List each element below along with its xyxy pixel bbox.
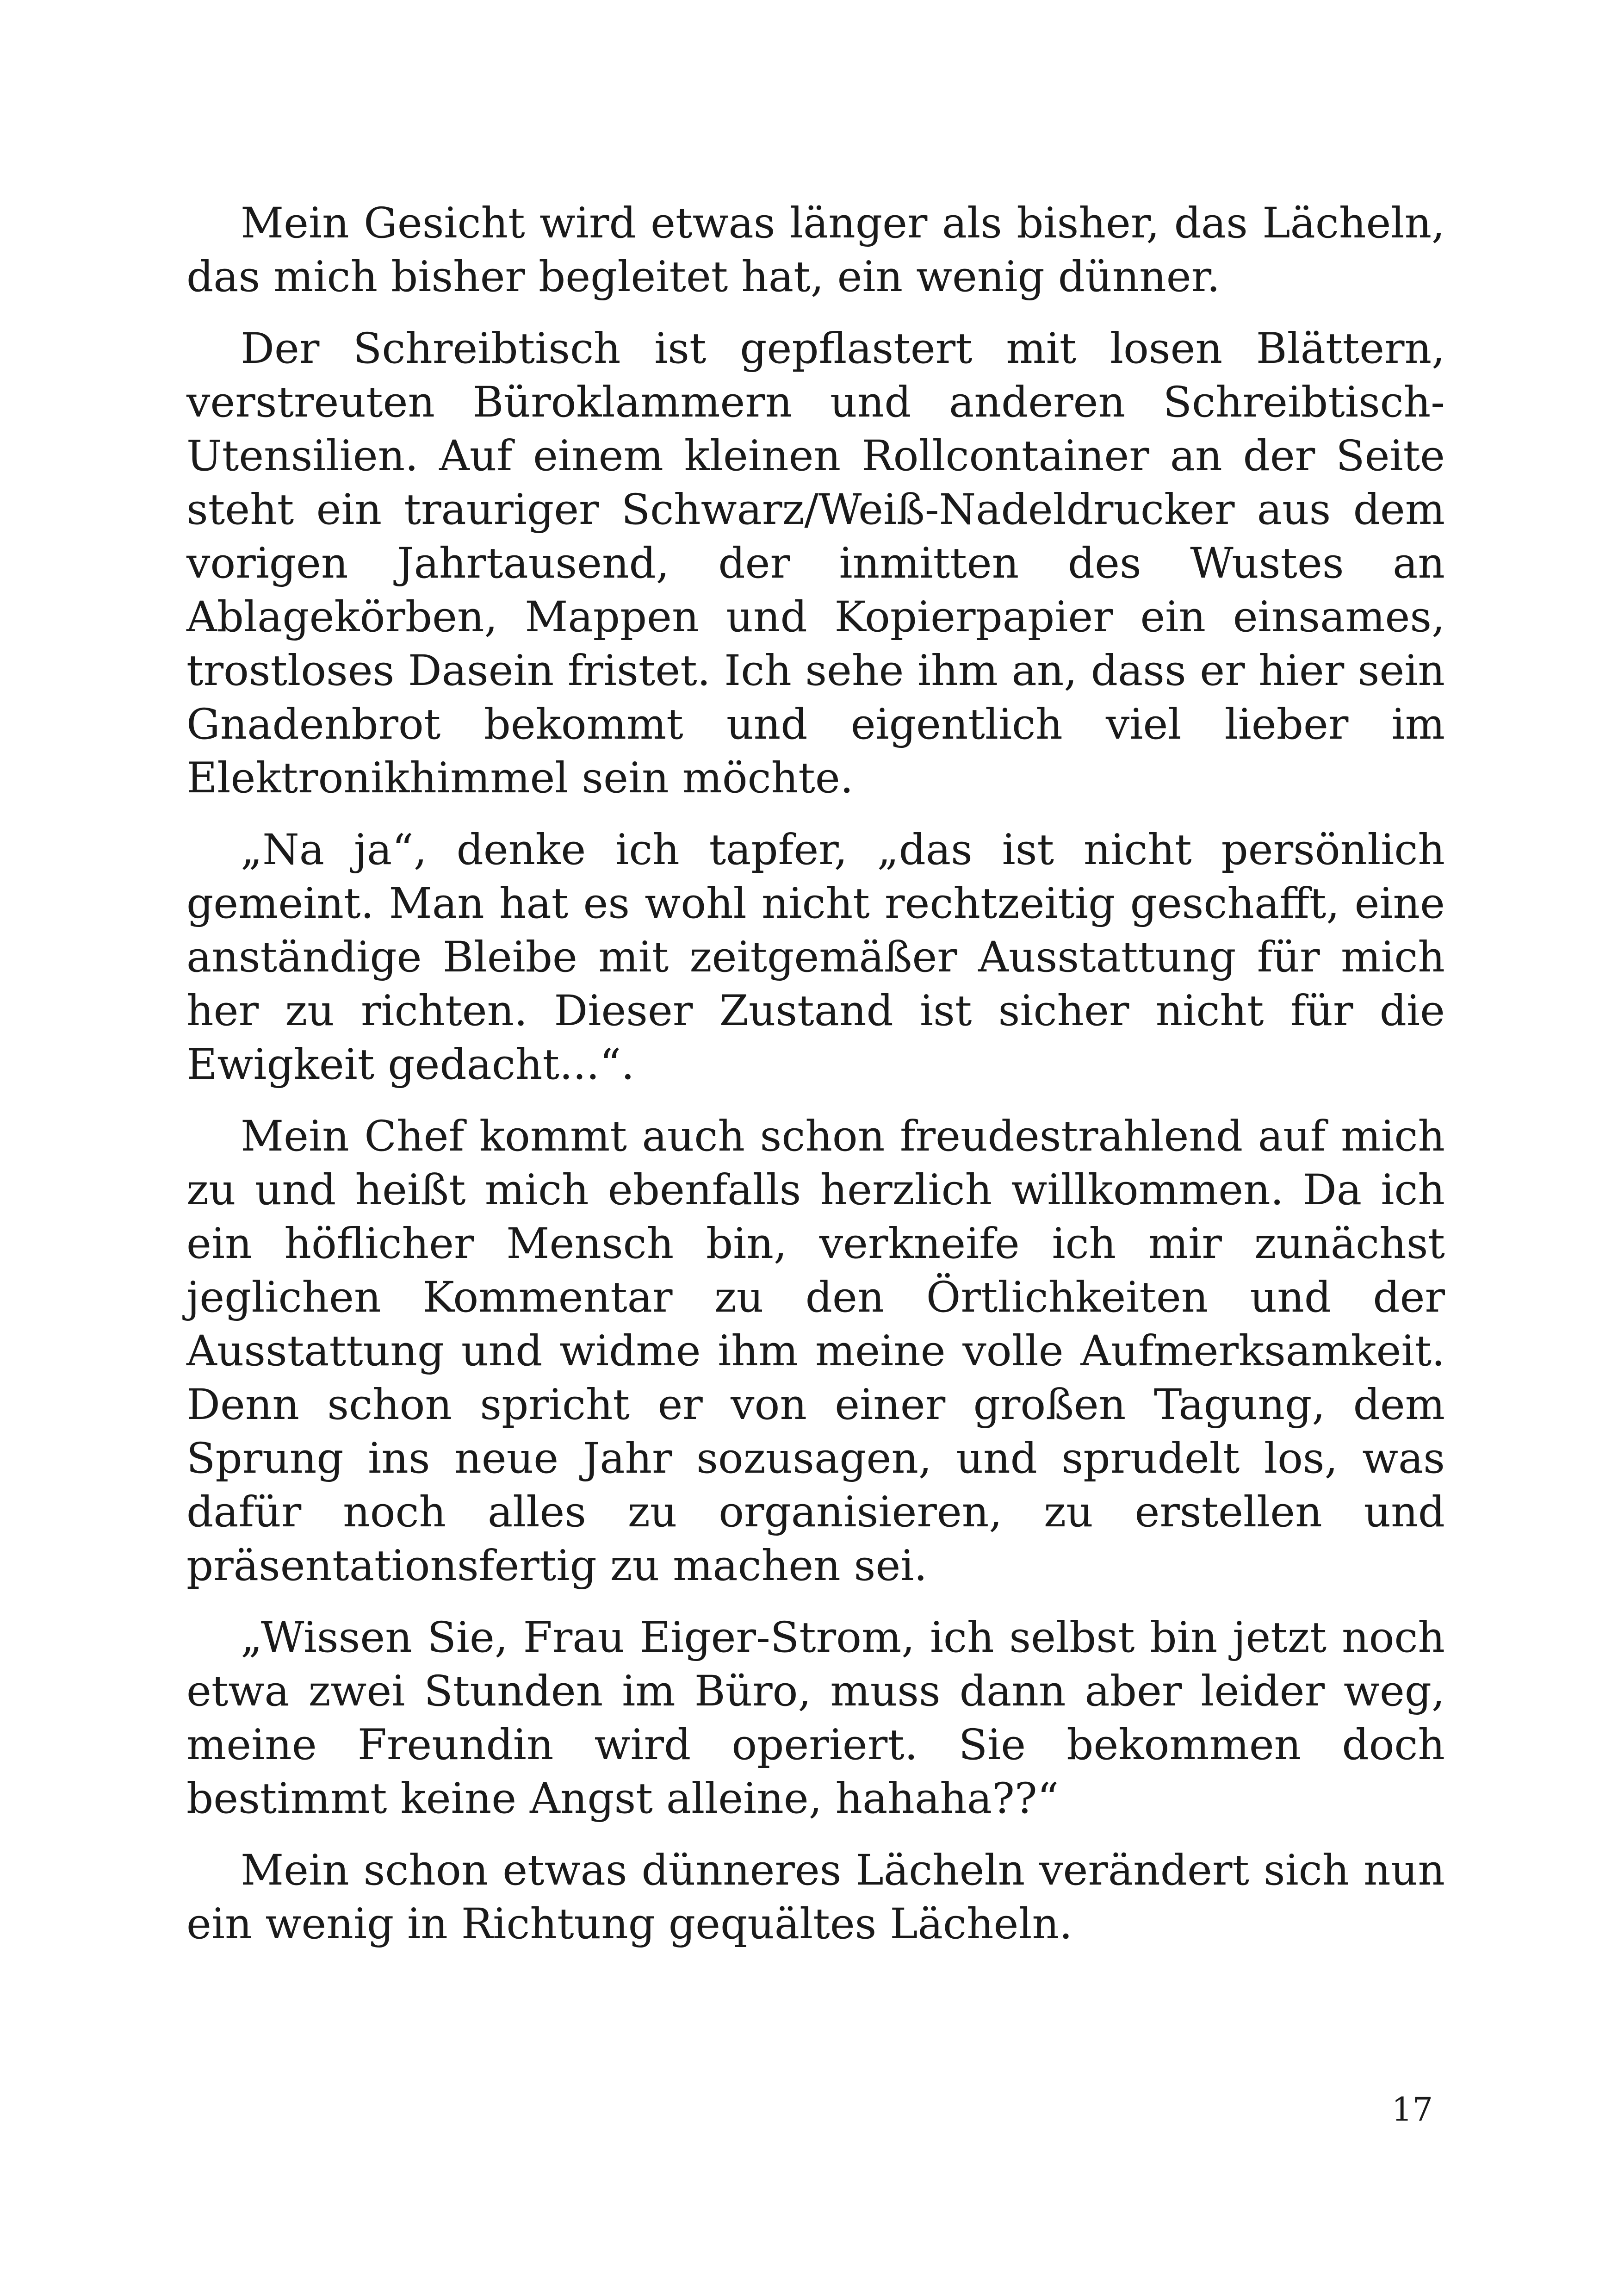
- paragraph: Mein Chef kommt auch schon freudestrahlend auf mich zu und heißt mich ebenfalls herzlich willkommen. Da ich ein höflicher Mensch bin, verkneife ich mir zunächst jeglichen Kommentar zu den Örtlichkeiten und der Ausstattung und widme ihm meine volle Aufmerksamkeit. Denn schon spricht er von einer großen Tagung, dem Sprung ins neue Jahr sozusagen, und sprudelt los, was dafür noch alles zu organisieren, zu erstellen und präsentationsfertig zu machen sei.: [186, 1112, 1445, 1590]
- paragraph: Mein schon etwas dünneres Lächeln verändert sich nun ein wenig in Richtung gequältes Lächeln.: [186, 1846, 1445, 1948]
- body-text: [186, 197, 1445, 1951]
- paragraph: Mein Gesicht wird etwas länger als bisher, das Lächeln, das mich bisher begleitet hat, ein wenig dünner.: [186, 199, 1445, 301]
- paragraph: „Na ja“, denke ich tapfer, „das ist nicht persönlich gemeint. Man hat es wohl nicht rechtzeitig geschafft, eine anständige Bleibe mit zeitgemäßer Ausstattung für mich her zu richten. Dieser Zustand ist sicher nicht für die Ewigkeit gedacht...“.: [186, 826, 1445, 1089]
- page-number: 17: [1391, 2091, 1433, 2128]
- paragraph: Der Schreibtisch ist gepflastert mit losen Blättern, verstreuten Büroklammern und anderen Schreibtisch-Utensilien. Auf einem kleinen Rollcontainer an der Seite steht ein trauriger Schwarz/Weiß-Nadeldrucker aus dem vorigen Jahrtausend, der inmitten des Wustes an Ablagekörben, Mappen und Kopierpapier ein einsames, trostloses Dasein fristet. Ich sehe ihm an, dass er hier sein Gnadenbrot bekommt und eigentlich viel lieber im Elektronikhimmel sein möchte.: [186, 324, 1445, 803]
- paragraph: „Wissen Sie, Frau Eiger-Strom, ich selbst bin jetzt noch etwa zwei Stunden im Büro, muss dann aber leider weg, meine Freundin wird operiert. Sie bekommen doch bestimmt keine Angst alleine, hahaha??“: [186, 1613, 1445, 1823]
